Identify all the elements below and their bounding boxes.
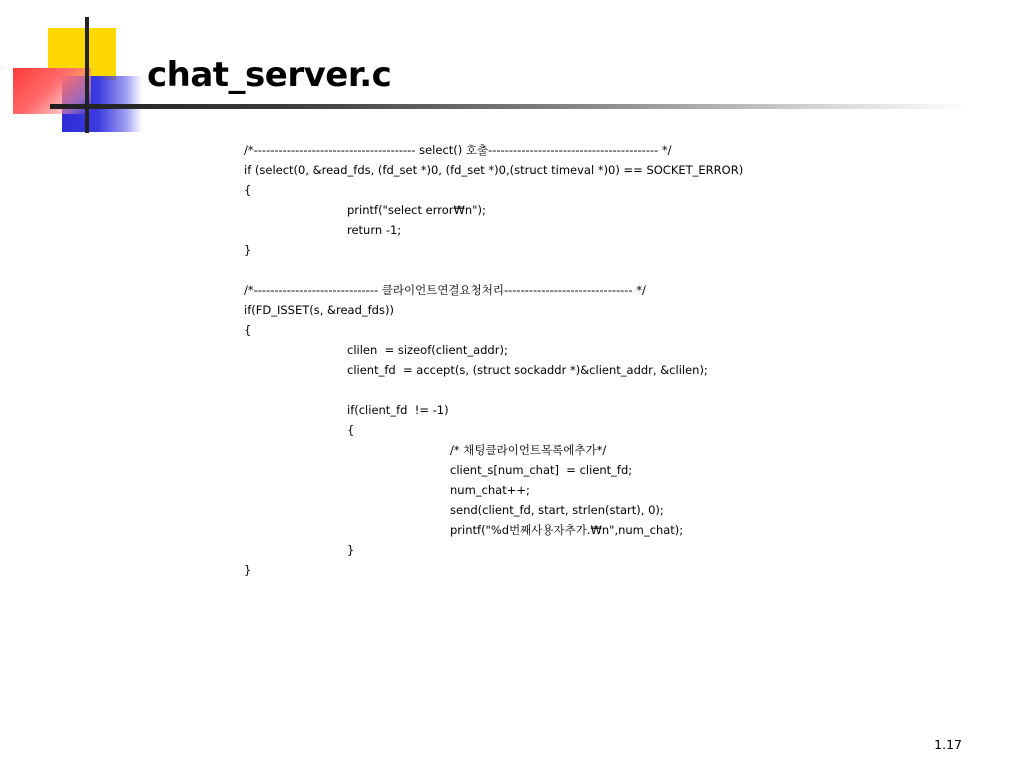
code-line: if(FD_ISSET(s, &read_fds)) — [244, 303, 394, 317]
code-line: client_s[num_chat] = client_fd; — [450, 463, 633, 477]
code-line: } — [347, 543, 355, 557]
decorative-vertical-line — [85, 17, 89, 133]
title-underline — [50, 104, 970, 109]
code-line: return -1; — [347, 223, 402, 237]
code-line: client_fd = accept(s, (struct sockaddr *)&client_addr, &clilen); — [347, 363, 708, 377]
code-line: /* 채팅클라이언트목록에추가*/ — [450, 443, 607, 457]
code-line-blank — [244, 380, 964, 400]
code-line: if (select(0, &read_fds, (fd_set *)0, (fd_set *)0,(struct timeval *)0) == SOCKET_ERROR) — [244, 163, 744, 177]
code-line: /*------------------------------ 클라이언트연결요청처리------------------------------- */ — [244, 283, 646, 297]
code-line: printf("select error₩n"); — [347, 203, 486, 217]
slide-title: chat_server.c — [147, 55, 392, 95]
code-line: { — [244, 323, 252, 337]
page-number: 1.17 — [934, 737, 962, 752]
code-line: clilen = sizeof(client_addr); — [347, 343, 508, 357]
code-line: printf("%d번째사용자추가.₩n",num_chat); — [450, 523, 684, 537]
code-block — [244, 140, 964, 580]
code-line: /*--------------------------------------- select() 호출----------------------------------------- */ — [244, 143, 672, 157]
code-line: { — [347, 423, 355, 437]
code-line: num_chat++; — [450, 483, 530, 497]
code-line-blank — [244, 260, 964, 280]
code-line: if(client_fd != -1) — [347, 403, 449, 417]
code-line: } — [244, 563, 252, 577]
code-line: } — [244, 243, 252, 257]
code-line: { — [244, 183, 252, 197]
code-line: send(client_fd, start, strlen(start), 0); — [450, 503, 664, 517]
